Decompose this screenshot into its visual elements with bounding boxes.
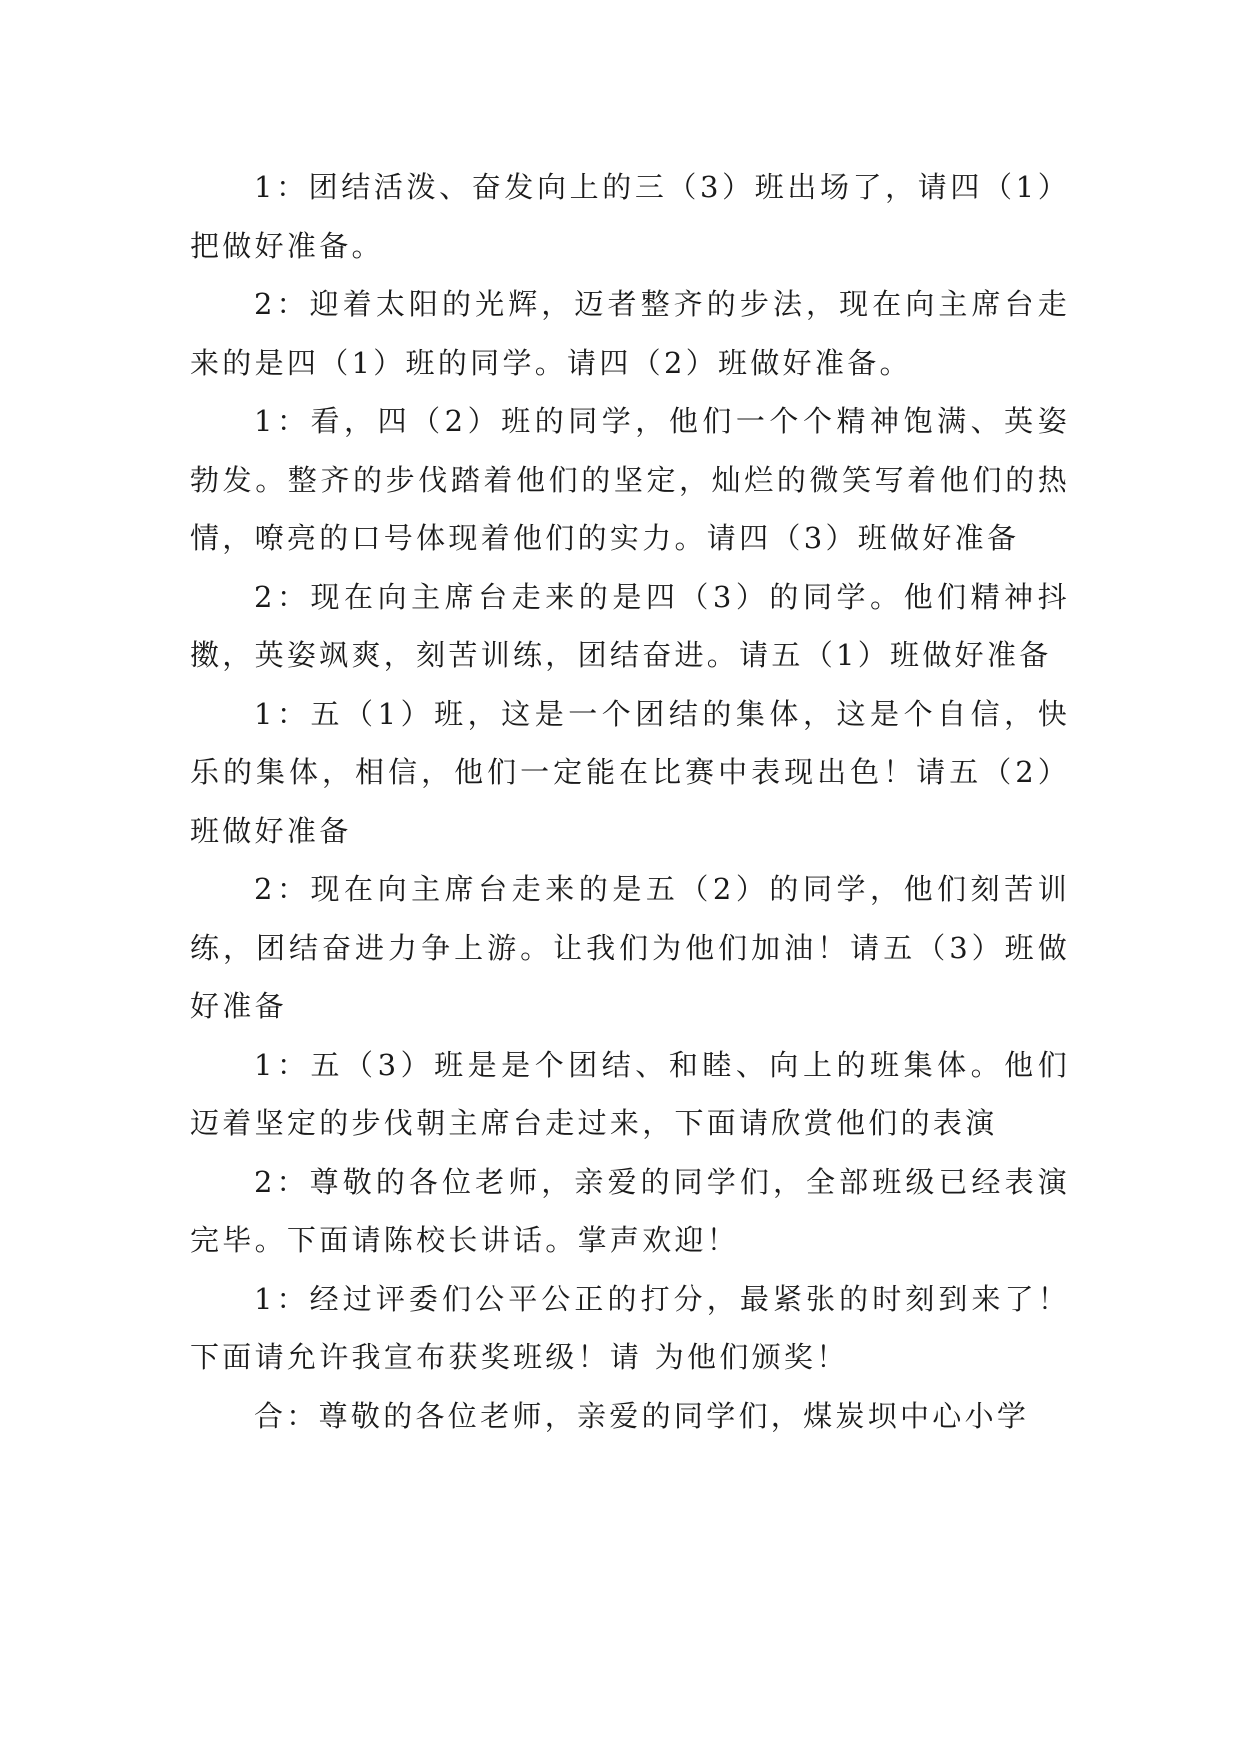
- paragraph: 1：五（3）班是是个团结、和睦、向上的班集体。他们迈着坚定的步伐朝主席台走过来，下面请欣赏他们的表演: [190, 1047, 1070, 1140]
- paragraph: 2：现在向主席台走来的是五（2）的同学，他们刻苦训练，团结奋进力争上游。让我们为他们加油！请五（3）班做好准备: [190, 872, 1070, 1023]
- paragraph: 1：团结活泼、奋发向上的三（3）班出场了，请四（1）把做好准备。: [190, 170, 1070, 263]
- paragraph: 1：五（1）班，这是一个团结的集体，这是个自信，快乐的集体，相信，他们一定能在比赛中表现出色！请五（2）班做好准备: [190, 696, 1070, 848]
- paragraph: 1：看，四（2）班的同学，他们一个个精神饱满、英姿勃发。整齐的步伐踏着他们的坚定，灿烂的微笑写着他们的热情，嘹亮的口号体现着他们的实力。请四（3）班做好准备: [190, 404, 1070, 555]
- paragraph: 2：现在向主席台走来的是四（3）的同学。他们精神抖擞，英姿飒爽，刻苦训练，团结奋进。请五（1）班做好准备: [190, 579, 1070, 672]
- paragraph: 合：尊敬的各位老师，亲爱的同学们，煤炭坝中心小学: [254, 1398, 1030, 1433]
- document-body: [190, 158, 1070, 1445]
- paragraph: 1：经过评委们公平公正的打分，最紧张的时刻到来了！下面请允许我宣布获奖班级！请 为他们颁奖！: [190, 1281, 1070, 1374]
- paragraph: 2：尊敬的各位老师，亲爱的同学们，全部班级已经表演完毕。下面请陈校长讲话。掌声欢迎！: [190, 1164, 1070, 1257]
- paragraph: 2：迎着太阳的光辉，迈者整齐的步法，现在向主席台走来的是四（1）班的同学。请四（2）班做好准备。: [190, 287, 1070, 380]
